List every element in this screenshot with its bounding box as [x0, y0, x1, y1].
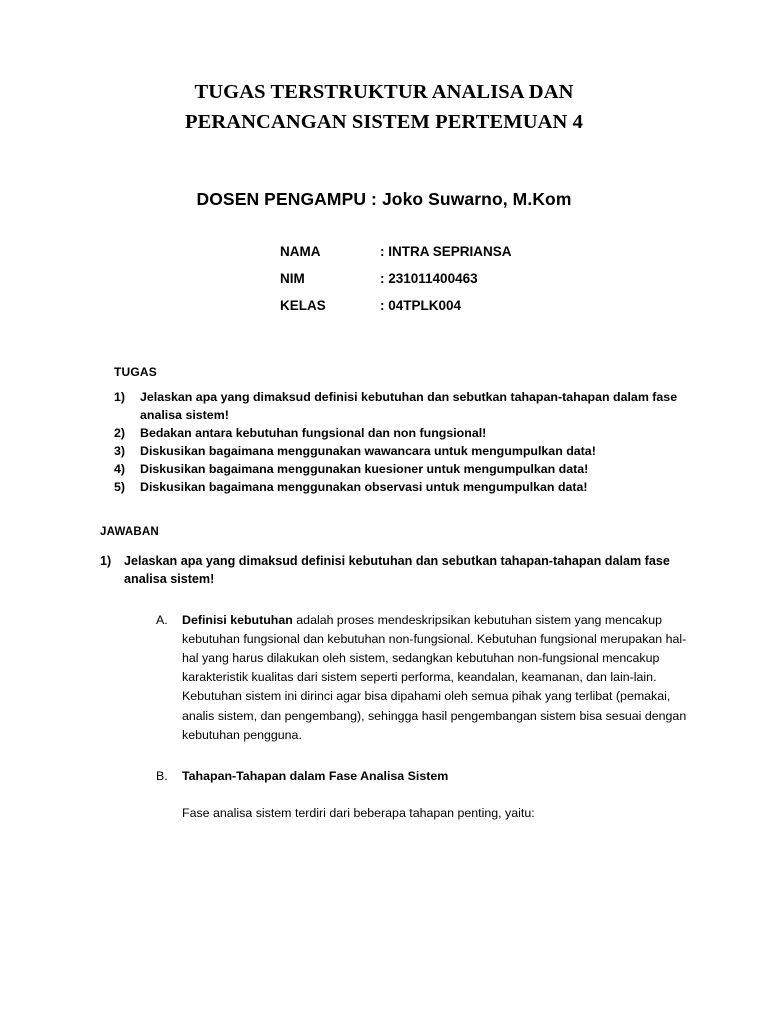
identity-label-kelas: KELAS [280, 298, 326, 314]
lecturer-line: DOSEN PENGAMPU : Joko Suwarno, M.Kom [196, 189, 572, 210]
list-item-number: 3) [114, 443, 126, 458]
list-item-number: 2) [114, 425, 126, 440]
identity-block [280, 244, 696, 313]
identity-row [280, 271, 696, 286]
list-item-number: 4) [114, 461, 126, 476]
list-item [114, 443, 696, 460]
identity-row [280, 298, 696, 313]
list-item-text: Bedakan antara kebutuhan fungsional dan non fungsional! [140, 425, 487, 440]
list-item-number: 1) [114, 390, 126, 405]
identity-value-kelas: : 04TPLK004 [380, 298, 462, 314]
answer-sub-a-text: adalah proses mendeskripsikan kebutuhan sistem yang mencakup kebutuhan fungsional dan kebutuhan non-fungsional. Kebutuhan fungsional merupakan hal-hal yang harus dilakukan oleh sistem, sedangkan kebutuhan non-fungsional mencakup karakteristik kualitas dari sistem seperti performa, keandalan, keamanan, dan lain-lain. Kebutuhan sistem ini dirinci agar bisa dipahami oleh semua pihak yang terlibat (pemakai, analis sistem, dan pengembang), sehingga hasil pengembangan sistem bisa sesuai dengan kebutuhan pengguna. [182, 612, 687, 742]
answer-sub-a [156, 611, 696, 746]
list-item [114, 425, 696, 442]
list-item [114, 389, 696, 423]
answer-sub-b-title: Tahapan-Tahapan dalam Fase Analisa Sistem [182, 769, 449, 784]
identity-value-nim: : 231011400463 [380, 271, 478, 287]
identity-label-nama: NAMA [280, 244, 321, 260]
tugas-list [114, 389, 696, 496]
answer-number: 1) [100, 554, 112, 569]
jawaban-heading: JAWABAN [100, 526, 159, 539]
page-title [116, 78, 653, 137]
identity-label-nim: NIM [280, 271, 305, 287]
identity-row [280, 244, 696, 259]
identity-value-nama: : INTRA SEPRIANSA [380, 244, 512, 260]
list-item-number: 5) [114, 479, 126, 494]
answer-sub-b [156, 767, 696, 786]
tugas-heading: TUGAS [114, 365, 157, 380]
page-title-line-1: TUGAS TERSTRUKTUR ANALISA DAN [194, 81, 574, 103]
list-item [114, 461, 696, 478]
answer-sub-b-paragraph: Fase analisa sistem terdiri dari beberapa tahapan penting, yaitu: [182, 806, 535, 821]
answer-sub-a-lead: Definisi kebutuhan [182, 612, 293, 627]
answer-sub-a-letter: A. [156, 612, 168, 627]
list-item-text: Diskusikan bagaimana menggunakan wawancara untuk mengumpulkan data! [140, 443, 596, 458]
list-item-text: Diskusikan bagaimana menggunakan kuesioner untuk mengumpulkan data! [140, 461, 589, 476]
list-item [114, 479, 696, 496]
answer-sub-b-letter: B. [156, 769, 168, 784]
page-title-line-2: PERANCANGAN SISTEM PERTEMUAN 4 [184, 110, 584, 133]
list-item-text: Jelaskan apa yang dimaksud definisi kebutuhan dan sebutkan tahapan-tahapan dalam fase analisa sistem! [140, 390, 678, 422]
answer-question-text: Jelaskan apa yang dimaksud definisi kebutuhan dan sebutkan tahapan-tahapan dalam fase analisa sistem! [124, 554, 670, 587]
list-item-text: Diskusikan bagaimana menggunakan observasi untuk mengumpulkan data! [140, 479, 588, 494]
answer-question-1 [100, 552, 696, 589]
answer-sub-a-body [182, 611, 696, 746]
